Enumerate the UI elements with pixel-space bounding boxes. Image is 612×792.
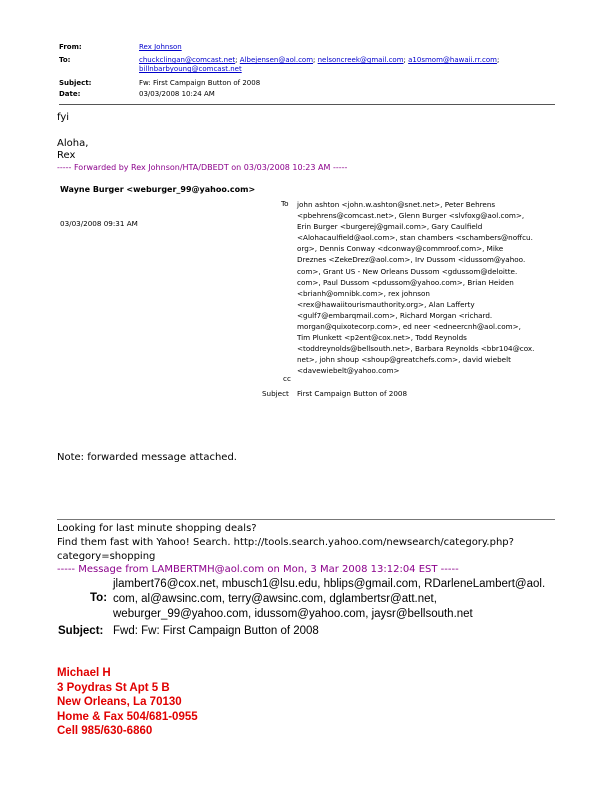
- recipient-line: <pbehrens@comcast.net>, Glenn Burger <slvfoxg@aol.com>,: [297, 211, 525, 221]
- recipient-line: <brianh@omnibk.com>, rex johnson: [297, 288, 430, 298]
- recipient-line: john ashton <john.w.ashton@snet.net>, Peter Behrens: [297, 200, 496, 209]
- header-divider: [59, 104, 555, 105]
- fyi-text: fyi: [57, 112, 70, 123]
- recipient-line: weburger_99@yahoo.com, idussom@yahoo.com, jaysr@bellsouth.net: [113, 608, 473, 620]
- forward2-to-label: To:: [90, 592, 108, 604]
- date-value: 03/03/2008 10:24 AM: [139, 90, 215, 98]
- forward-subject-label: Subject: [262, 389, 289, 398]
- signoff-name: Rex: [57, 150, 76, 161]
- ad-line: category=shopping: [57, 551, 156, 562]
- forward-cc-label: cc: [283, 374, 291, 383]
- forwarded-by-line: ----- Forwarded by Rex Johnson/HTA/DBEDT on 03/03/2008 10:23 AM -----: [57, 163, 348, 172]
- forward-note: Note: forwarded message attached.: [57, 452, 237, 463]
- subject-label: Subject:: [59, 79, 92, 87]
- forward2-subject-label: Subject:: [58, 625, 104, 637]
- message-from-line: ----- Message from LAMBERTMH@aol.com on Mon, 3 Mar 2008 13:12:04 EST -----: [57, 564, 459, 575]
- forward-sender: Wayne Burger <weburger_99@yahoo.com>: [60, 185, 256, 194]
- recipient-line: <gulf7@embarqmail.com>, Richard Morgan <richard.: [297, 310, 493, 320]
- recipient-line: jlambert76@cox.net, mbusch1@lsu.edu, hblips@gmail.com, RDarleneLambert@aol.: [113, 578, 546, 590]
- recipient-link[interactable]: nelsoncreek@gmail.com: [317, 56, 404, 64]
- recipient-line: morgan@quixotecorp.com>, ed neer <edneercnh@aol.com>,: [297, 322, 521, 332]
- recipient-line: Tim Plunkett <p2ent@cox.net>, Todd Reynolds: [297, 333, 467, 343]
- recipient-link[interactable]: billnbarbyoung@comcast.net: [139, 65, 242, 73]
- recipient-line: org>, Dennis Conway <dconway@commroof.com>, Mike: [297, 244, 504, 254]
- recipient-line: Dreznes <ZekeDrez@aol.com>, Irv Dussom <idussom@yahoo.: [297, 255, 526, 265]
- recipient-line: net>, john shoup <shoup@greatchefs.com>, david wiebelt: [297, 355, 511, 365]
- from-value-link[interactable]: Rex Johnson: [139, 43, 182, 51]
- forward2-subject-value: Fwd: Fw: First Campaign Button of 2008: [113, 625, 319, 637]
- date-label: Date:: [59, 90, 81, 98]
- ad-line: Looking for last minute shopping deals?: [57, 523, 257, 534]
- recipient-line: <rex@hawaiitourismauthority.org>, Alan Lafferty: [297, 299, 475, 309]
- recipient-line: <Alohacaulfield@aol.com>, stan chambers <schambers@noffcu.: [297, 233, 533, 243]
- greeting-text: Aloha,: [57, 138, 89, 149]
- forward-to-recipients: [297, 199, 534, 377]
- recipient-line: <toddreynolds@bellsouth.net>, Barbara Reynolds <bbr104@cox.: [297, 344, 535, 354]
- recipient-link[interactable]: a10smom@hawaii.rr.com: [408, 56, 497, 64]
- signature-block: [57, 666, 198, 739]
- ad-line: Find them fast with Yahoo! Search. http://tools.search.yahoo.com/newsearch/category.php?: [57, 537, 514, 548]
- recipient-line: com>, Paul Dussom <pdussom@yahoo.com>, Brian Heiden: [297, 277, 514, 287]
- signature-line: Michael H: [57, 667, 111, 679]
- forward2-to-recipients: [113, 577, 545, 622]
- recipient-line: com, al@awsinc.com, terry@awsinc.com, dglambertsr@att.net,: [113, 593, 437, 605]
- recipient-line: <davewiebelt@yahoo.com>: [297, 366, 400, 376]
- signature-divider: [57, 519, 555, 520]
- forward-to-label: To: [281, 199, 289, 208]
- recipient-line: com>, Grant US - New Orleans Dussom <gdussom@deloitte.: [297, 266, 518, 276]
- from-label: From:: [59, 43, 82, 51]
- to-label: To:: [59, 56, 71, 64]
- signature-line: Cell 985/630-6860: [57, 725, 153, 738]
- subject-value: Fw: First Campaign Button of 2008: [139, 79, 261, 87]
- forward-date: 03/03/2008 09:31 AM: [60, 219, 138, 228]
- recipient-link[interactable]: Albejensen@aol.com: [239, 56, 314, 64]
- to-recipients-line1: chuckclingan@comcast.net; Albejensen@aol.com; nelsoncreek@gmail.com; a10smom@hawaii.rr.com;: [139, 56, 500, 64]
- forward-subject-value: First Campaign Button of 2008: [297, 389, 408, 398]
- signature-line: Home & Fax 504/681-0955: [57, 710, 198, 723]
- recipient-line: Erin Burger <burgerej@gmail.com>, Gary Caulfield: [297, 222, 483, 232]
- recipient-link[interactable]: chuckclingan@comcast.net: [139, 56, 236, 64]
- signature-line: New Orleans, La 70130: [57, 696, 182, 709]
- signature-line: 3 Poydras St Apt 5 B: [57, 681, 170, 694]
